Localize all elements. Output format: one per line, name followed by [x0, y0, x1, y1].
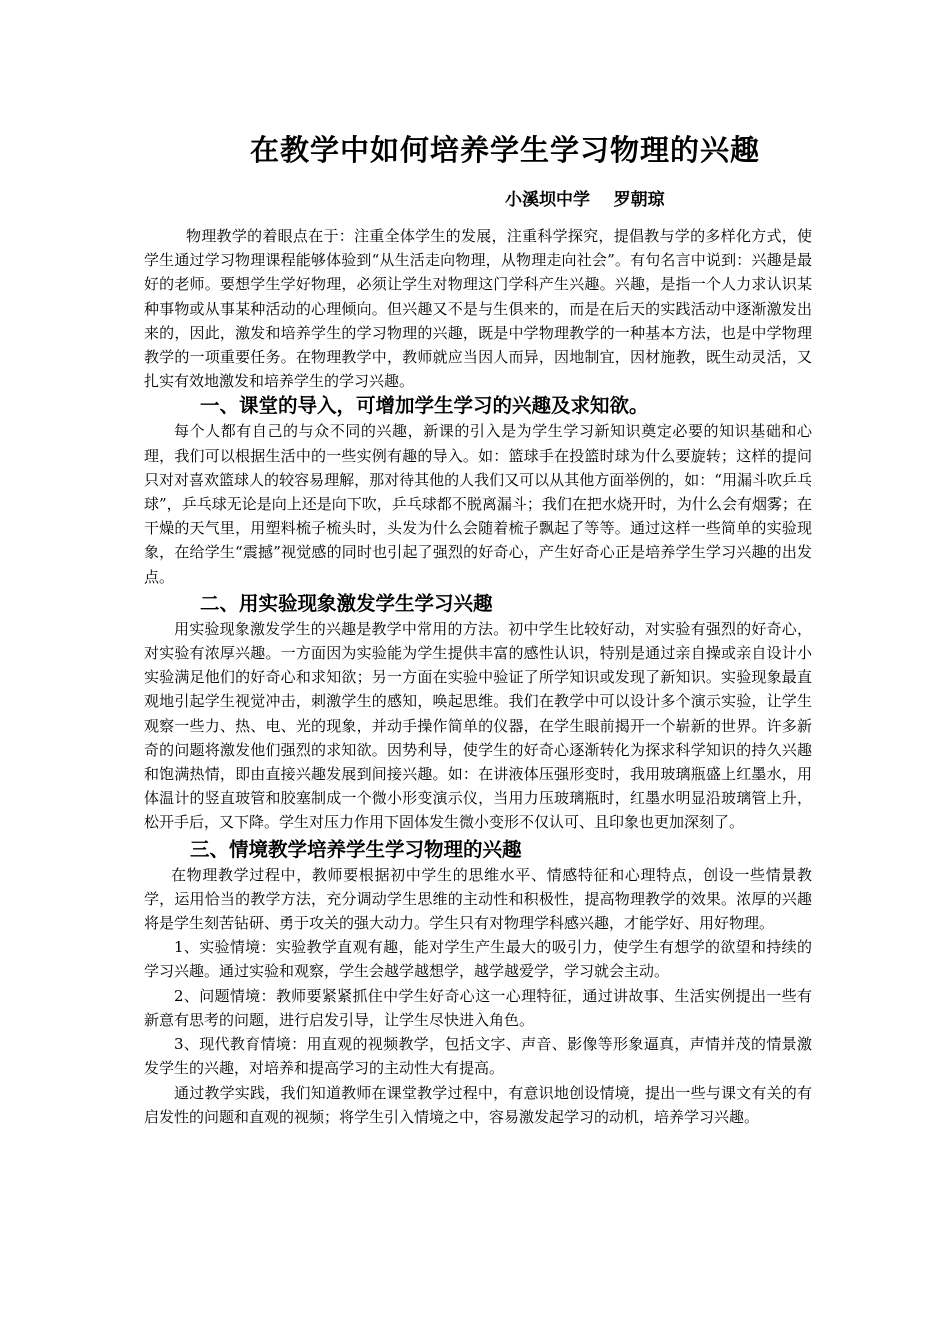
author-line: 小溪坝中学 罗朝琼 [505, 190, 665, 210]
section-3-paragraph: 在物理教学过程中，教师要根据初中学生的思维水平、情感特征和心理特点，创设一些情景教学，运用恰当的教学方法，充分调动学生思维的主动性和积极性，提高物理教学的效果。浓厚的兴趣将是学生刻苦钻研、勇于攻关的强大动力。学生只有对物理学科感兴趣，才能学好、用好物理。 [144, 865, 812, 933]
section-3-conclusion: 通过教学实践，我们知道教师在课堂教学过程中，有意识地创设情境，提出一些与课文有关的有启发性的问题和直观的视频；将学生引入情境之中，容易激发起学习的动机，培养学习兴趣。 [144, 1083, 812, 1126]
section-1-heading: 一、课堂的导入，可增加学生学习的兴趣及求知欲。 [200, 394, 649, 418]
section-1-paragraph: 每个人都有自己的与众不同的兴趣，新课的引入是为学生学习新知识奠定必要的知识基础和心理，我们可以根据生活中的一些实例有趣的导入。如：篮球手在投篮时球为什么要旋转；这样的提问只对对喜欢篮球人的较容易理解，那对待其他的人我们又可以从其他方面举例的，如：“用漏斗吹乒乓球”，乒乓球无论是向上还是向下吹，乒乓球都不脱离漏斗；我们在把水烧开时，为什么会有烟雾；在干燥的天气里，用塑料梳子梳头时，头发为什么会随着梳子飘起了等等。通过这样一些简单的实验现象，在给学生“震撼”视觉感的同时也引起了强烈的好奇心，产生好奇心正是培养学生学习兴趣的出发点。 [144, 422, 812, 586]
section-3-item-2: 2、问题情境：教师要紧紧抓住中学生好奇心这一心理特征，通过讲故事、生活实例提出一些有新意有思考的问题，进行启发引导，让学生尽快进入角色。 [144, 986, 812, 1029]
section-3-item-3: 3、现代教育情境：用直观的视频教学，包括文字、声音、影像等形象逼真，声情并茂的情景激发学生的兴趣，对培养和提高学习的主动性大有提高。 [144, 1035, 812, 1078]
document-body [144, 224, 812, 1129]
document-title: 在教学中如何培养学生学习物理的兴趣 [249, 133, 760, 167]
section-3-heading: 三、情境教学培养学生学习物理的兴趣 [190, 837, 522, 861]
section-3-item-1: 1、实验情境：实验教学直观有趣，能对学生产生最大的吸引力，使学生有想学的欲望和持续的学习兴趣。通过实验和观察，学生会越学越想学，越学越爱学，学习就会主动。 [144, 938, 812, 981]
intro-paragraph: 物理教学的着眼点在于：注重全体学生的发展，注重科学探究，提倡教与学的多样化方式，使学生通过学习物理课程能够体验到“从生活走向物理，从物理走向社会”。有句名言中说到：兴趣是最好的老师。要想学生学好物理，必须让学生对物理这门学科产生兴趣。兴趣，是指一个人力求认识某种事物或从事某种活动的心理倾向。但兴趣又不是与生俱来的，而是在后天的实践活动中逐渐激发出来的，因此，激发和培养学生的学习物理的兴趣，既是中学物理教学的一种基本方法，也是中学物理教学的一项重要任务。在物理教学中，教师就应当因人而异，因地制宜，因材施教，既生动灵活，又扎实有效地激发和培养学生的学习兴趣。 [144, 227, 812, 391]
section-2-paragraph: 用实验现象激发学生的兴趣是教学中常用的方法。初中学生比较好动，对实验有强烈的好奇心，对实验有浓厚兴趣。一方面因为实验能为学生提供丰富的感性认识，特别是通过亲自操或亲自设计小实验满足他们的好奇心和求知欲；另一方面在实验中验证了所学知识或发现了新知识。实验现象最直观地引起学生视觉冲击，刺激学生的感知，唤起思维。我们在教学中可以设计多个演示实验，让学生观察一些力、热、电、光的现象，并动手操作简单的仪器，在学生眼前揭开一个崭新的世界。许多新奇的问题将激发他们强烈的求知欲。因势利导，使学生的好奇心逐渐转化为探求科学知识的持久兴趣和饱满热情，即由直接兴趣发展到间接兴趣。如：在讲液体压强形变时，我用玻璃瓶盛上红墨水，用体温计的竖直玻管和胶塞制成一个微小形变演示仪，当用力压玻璃瓶时，红墨水明显沿玻璃管上升，松开手后，又下降。学生对压力作用下固体发生微小变形不仅认可、且印象也更加深刻了。 [144, 619, 812, 832]
section-2-heading: 二、用实验现象激发学生学习兴趣 [200, 591, 493, 615]
